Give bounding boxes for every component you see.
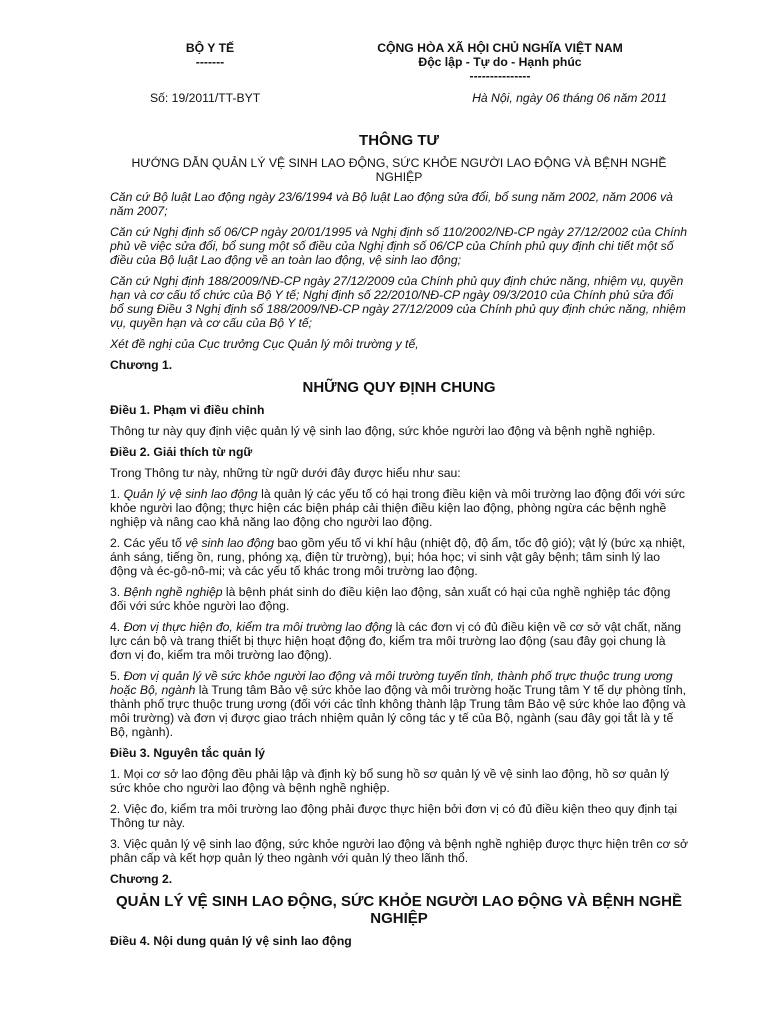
definition-3: 3. Bệnh nghề nghiệp là bệnh phát sinh do điều kiện lao động, sản xuất có hại của nghề nghiệp tác động đối với sức khỏe người lao động. <box>110 585 671 613</box>
motto-separator: --------------- <box>469 69 531 83</box>
chapter-1-label: Chương 1. <box>110 358 173 372</box>
chapter-2-label: Chương 2. <box>110 872 173 886</box>
chapter-2-title: QUẢN LÝ VỆ SINH LAO ĐỘNG, SỨC KHỎE NGƯỜI LAO ĐỘNG VÀ BỆNH NGHỀ NGHIỆP <box>115 893 683 927</box>
place-date: Hà Nội, ngày 06 tháng 06 năm 2011 <box>472 91 667 105</box>
legal-basis-1: Căn cứ Bộ luật Lao động ngày 23/6/1994 và Bộ luật Lao động sửa đổi, bổ sung năm 2002, năm 2006 và năm 2007; <box>110 190 673 218</box>
definition-1-term: Quản lý vệ sinh lao động <box>123 487 258 501</box>
definition-2: 2. Các yếu tố vệ sinh lao động bao gồm yếu tố vi khí hậu (nhiệt độ, độ ẩm, tốc độ gió); vật lý (bức xạ nhiệt, ánh sáng, tiếng ồn, rung, phóng xạ, điện từ trường), bụi; hóa học; vi sinh vật gây bệnh; tâm sinh lý lao động và éc-gô-nô-mi; và các yếu tố khác trong môi trường lao động. <box>110 536 686 578</box>
article-2-intro: Trong Thông tư này, những từ ngữ dưới đây được hiểu như sau: <box>110 466 461 480</box>
article-3-clause-3: 3. Việc quản lý vệ sinh lao động, sức khỏe người lao động và bệnh nghề nghiệp được thực hiện trên cơ sở phân cấp và kết hợp quản lý theo ngành với quản lý theo lãnh thổ. <box>110 837 688 865</box>
ministry-name: BỘ Y TẾ <box>185 41 235 55</box>
article-3-title: Điều 3. Nguyên tắc quản lý <box>110 746 266 760</box>
definition-3-term: Bệnh nghề nghiệp <box>123 585 223 599</box>
national-header <box>340 41 660 83</box>
document-number: Số: 19/2011/TT-BYT <box>150 91 261 105</box>
definition-1: 1. Quản lý vệ sinh lao động là quản lý các yếu tố có hại trong điều kiện và môi trường lao động đối với sức khỏe người lao động; thực hiện các biện pháp cải thiện điều kiện lao động, phòng ngừa các bệnh nghề nghiệp và nâng cao khả năng lao động cho người lao động. <box>110 487 685 529</box>
document-title: THÔNG TƯ <box>359 132 439 149</box>
definition-4-term: Đơn vị thực hiện đo, kiểm tra môi trường lao động <box>123 620 393 634</box>
definition-5: 5. Đơn vị quản lý về sức khỏe người lao động và môi trường tuyến tỉnh, thành phố trực thuộc trung ương hoặc Bộ, ngành là Trung tâm Bảo vệ sức khỏe lao động và môi trường hoặc Trung tâm Y tế dự phòng tỉnh, thành phố trực thuộc trung ương (đối với các tỉnh không thành lập Trung tâm Bảo vệ sức khỏe lao động và môi trường) và đơn vị được giao trách nhiệm quản lý công tác y tế của Bộ, ngành (sau đây gọi tắt là y tế Bộ, ngành). <box>110 669 687 739</box>
chapter-1-title: NHỮNG QUY ĐỊNH CHUNG <box>302 379 496 396</box>
legal-basis-2: Căn cứ Nghị định số 06/CP ngày 20/01/1995 và Nghị định số 110/2002/NĐ-CP ngày 27/12/2002 của Chính phủ về việc sửa đổi, bổ sung một số điều của Nghị định số 06/CP của Chính phủ quy định chi tiết một số điều của Bộ luật Lao động về an toàn lao động, vệ sinh lao động; <box>110 225 688 267</box>
article-3-clause-2: 2. Việc đo, kiểm tra môi trường lao động phải được thực hiện bởi đơn vị có đủ điều kiện theo quy định tại Thông tư này. <box>110 802 678 830</box>
document-subtitle: HƯỚNG DẪN QUẢN LÝ VỆ SINH LAO ĐỘNG, SỨC KHỎE NGƯỜI LAO ĐỘNG VÀ BỆNH NGHỀ NGHIỆP <box>131 156 667 184</box>
motto: Độc lập - Tự do - Hạnh phúc <box>418 55 582 69</box>
article-4-title: Điều 4. Nội dung quản lý vệ sinh lao động <box>110 934 352 948</box>
nation-name: CỘNG HÒA XÃ HỘI CHỦ NGHĨA VIỆT NAM <box>377 41 623 55</box>
ministry-header <box>140 41 280 69</box>
article-3-clause-1: 1. Mọi cơ sở lao động đều phải lập và định kỳ bổ sung hồ sơ quản lý về vệ sinh lao động, hồ sơ quản lý sức khỏe cho người lao động và bệnh nghề nghiệp. <box>110 767 670 795</box>
definition-5-term: Đơn vị quản lý về sức khỏe người lao động và môi trường tuyến tỉnh, thành phố trực thuộc trung ương hoặc Bộ, ngành <box>110 669 673 697</box>
definition-2-term: vệ sinh lao động <box>185 536 274 550</box>
document-body <box>110 132 688 955</box>
definition-4: 4. Đơn vị thực hiện đo, kiểm tra môi trường lao động là các đơn vị có đủ điều kiện về cơ sở vật chất, năng lực cán bộ và trang thiết bị thực hiện hoạt động đo, kiểm tra môi trường lao động (sau đây gọi chung là đơn vị đo, kiểm tra môi trường lao động). <box>110 620 682 662</box>
article-1-text: Thông tư này quy định việc quản lý vệ sinh lao động, sức khỏe người lao động và bệnh nghề nghiệp. <box>110 424 656 438</box>
legal-basis-4: Xét đề nghị của Cục trưởng Cục Quản lý môi trường y tế, <box>110 337 419 351</box>
ministry-separator: ------- <box>195 55 225 69</box>
article-1-title: Điều 1. Phạm vi điều chỉnh <box>110 403 265 417</box>
legal-basis-3: Căn cứ Nghị định 188/2009/NĐ-CP ngày 27/12/2009 của Chính phủ quy định chức năng, nhiệm vụ, quyền hạn và cơ cấu tổ chức của Bộ Y tế; Nghị định số 22/2010/NĐ-CP ngày 09/3/2010 của Chính phủ sửa đổi bổ sung Điều 3 Nghị định số 188/2009/NĐ-CP ngày 27/12/2009 của Chính phủ quy định chức năng, nhiệm vụ, quyền hạn và cơ cấu của Bộ Y tế; <box>110 274 686 330</box>
article-2-title: Điều 2. Giải thích từ ngữ <box>110 445 253 459</box>
